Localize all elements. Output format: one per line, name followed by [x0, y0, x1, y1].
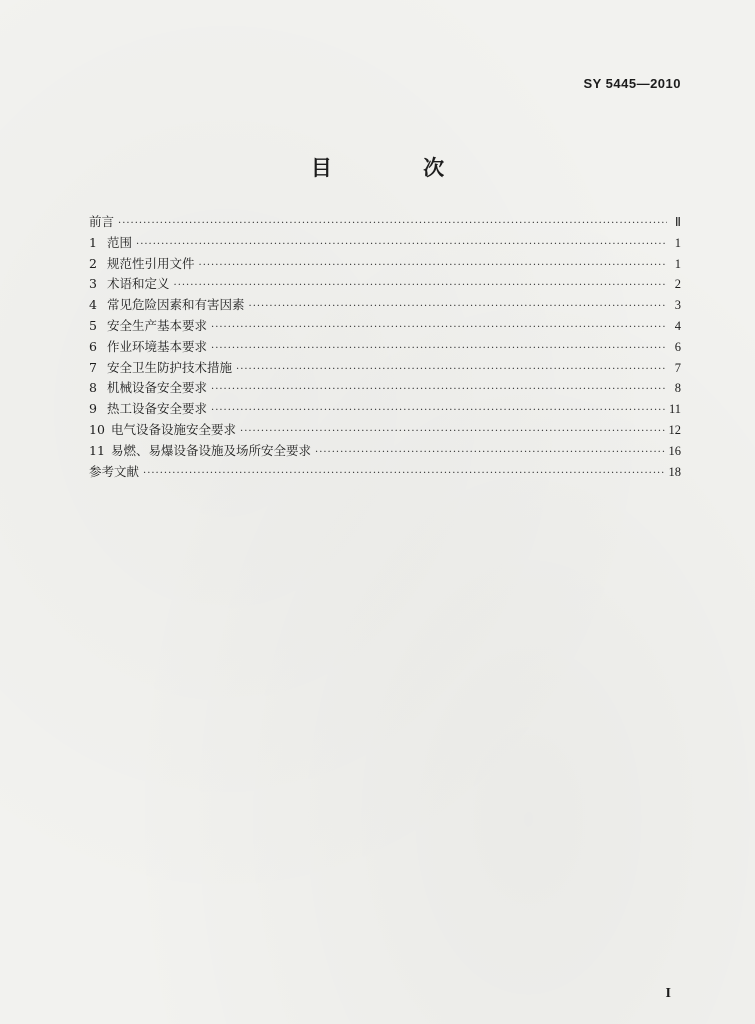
toc-entry-page: 4 [674, 318, 681, 333]
toc-entry-number: 7 [89, 359, 97, 375]
toc-entry-page: 3 [674, 298, 681, 313]
toc-entry-number: 3 [89, 276, 97, 292]
toc-entry-number: 9 [89, 401, 97, 417]
page-number: I [665, 986, 671, 1001]
toc-entry-label: 前言 [89, 214, 115, 229]
toc-entry-number: 11 [89, 442, 105, 458]
toc-leader-dots [143, 464, 664, 485]
toc-entry-page: 1 [674, 235, 681, 250]
toc-title: 目 次 [310, 156, 487, 180]
toc-entry-label: 参考文献 [89, 463, 140, 479]
toc-entry-10[interactable] [89, 420, 681, 441]
toc-entry-8[interactable] [89, 378, 681, 399]
toc-entry-label: 规范性引用文件 [107, 255, 195, 271]
toc-entry-7[interactable] [89, 358, 681, 379]
toc-leader-dots [211, 380, 667, 401]
toc-leader-dots [174, 276, 667, 297]
toc-entry-label: 安全生产基本要求 [107, 317, 208, 333]
toc-entry-page: 8 [674, 381, 681, 396]
toc-entry-number: 4 [89, 297, 97, 313]
toc-entry-foreword[interactable] [89, 212, 681, 233]
toc-entry-page: 7 [674, 360, 681, 375]
toc-entry-4[interactable] [89, 295, 681, 316]
toc-entry-label: 范围 [107, 234, 133, 250]
toc-leader-dots [249, 297, 667, 318]
toc-entry-2[interactable] [89, 254, 681, 275]
toc-leader-dots [211, 339, 667, 360]
toc-entry-number: 2 [89, 255, 97, 271]
toc-entry-5[interactable] [89, 316, 681, 337]
toc-entry-number: 6 [89, 338, 97, 354]
toc-entry-label: 热工设备安全要求 [107, 401, 208, 417]
toc-entry-page: 1 [674, 256, 681, 271]
toc-leader-dots [315, 443, 664, 464]
toc-entry-label: 作业环境基本要求 [107, 338, 208, 354]
toc-entry-number: 8 [89, 380, 97, 396]
toc-entry-label: 安全卫生防护技术措施 [107, 359, 233, 375]
toc-entry-9[interactable] [89, 399, 681, 420]
standard-code: SY 5445—2010 [583, 76, 681, 91]
toc-leader-dots [136, 235, 667, 256]
toc-entry-1[interactable] [89, 233, 681, 254]
toc-leader-dots [240, 422, 664, 443]
toc-entry-page: 6 [674, 339, 681, 354]
toc-entry-page: 16 [668, 443, 681, 458]
toc-leader-dots [211, 318, 667, 339]
toc-leader-dots [236, 360, 667, 381]
toc-entry-references[interactable] [89, 462, 681, 483]
toc-entry-page: Ⅱ [674, 215, 681, 229]
toc-entry-3[interactable] [89, 274, 681, 295]
toc-entry-label: 常见危险因素和有害因素 [107, 297, 245, 313]
toc-entry-number: 5 [89, 317, 97, 333]
toc-entry-page: 12 [668, 422, 681, 437]
toc-entry-label: 机械设备安全要求 [107, 380, 208, 396]
toc-entry-number: 1 [89, 234, 97, 250]
toc-entry-label: 电气设备设施安全要求 [111, 421, 237, 437]
toc-entry-11[interactable] [89, 441, 681, 462]
toc-entry-page: 2 [674, 277, 681, 292]
toc-entry-number: 10 [89, 421, 105, 437]
toc-leader-dots [199, 256, 667, 277]
toc-entry-page: 18 [668, 464, 681, 479]
toc-entry-6[interactable] [89, 337, 681, 358]
toc-leader-dots [211, 401, 665, 422]
toc-entry-label: 术语和定义 [107, 276, 170, 292]
toc-leader-dots [118, 214, 667, 235]
toc-entry-label: 易燃、易爆设备设施及场所安全要求 [111, 442, 312, 458]
toc-entry-page: 11 [668, 402, 681, 417]
table-of-contents [89, 212, 681, 482]
